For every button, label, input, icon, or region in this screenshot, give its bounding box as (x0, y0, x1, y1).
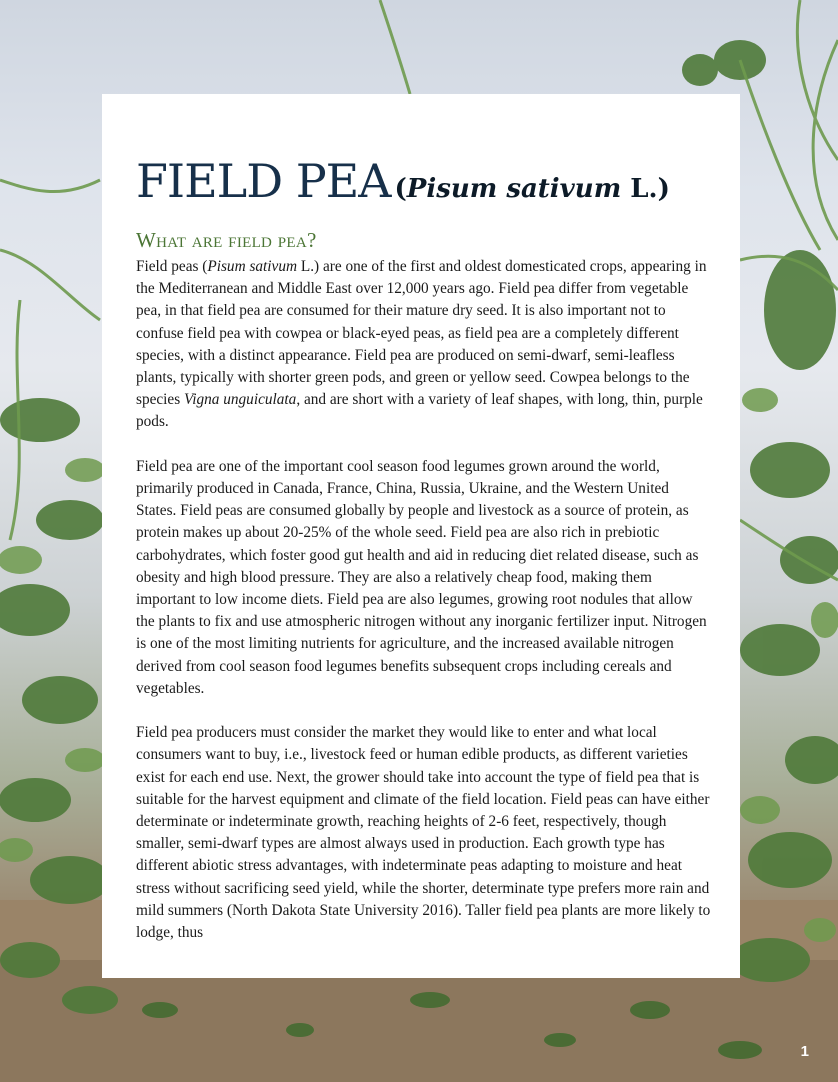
title-paren-open: ( (394, 174, 407, 204)
title-paren-close: ) (657, 174, 670, 204)
paragraph-2: Field pea are one of the important cool season food legumes grown around the world, primarily produced in Canada, France, China, Russia, Ukraine, and the Western United States. Field peas are consumed globally by people and livestock as a source of protein, as protein makes up about 20-25% of the whole seed. Field pea are also rich in prebiotic carbohydrates, which foster good gut health and aid in reducing diet related disease, such as obesity and high blood pressure. They are also a relatively cheap food, making them important to low income diets. Field pea are also legumes, growing root nodules that allow the plants to fix and use atmospheric nitrogen without any inorganic fertilizer input. Nitrogen is one of the most limiting nutrients for agriculture, and the increased available nitrogen derived from cool season food legumes benefits subsequent crops including cereals and vegetables. (136, 457, 707, 697)
content-card (102, 94, 740, 978)
paragraph-1-scientific-name-2: Vigna unguiculata (184, 391, 297, 409)
paragraph-1-part-a: Field peas ( (136, 258, 208, 275)
paragraph-1-scientific-name: Pisum sativum (207, 258, 298, 275)
title-scientific-name (394, 174, 669, 204)
paragraph-3: Field pea producers must consider the market they would like to enter and what local consumers want to buy, i.e., livestock feed or human edible products, as different varieties exist for each end use. Next, the grower should take into account the type of field pea that is suitable for the harvest equipment and climate of the field location. Field peas can have either determinate or indeterminate growth, reaching heights of 2-6 feet, respectively, though smaller, semi-dwarf types are almost always used in production. Each growth type has different abiotic stress advantages, with indeterminate peas adapting to moisture and heat stress without sacrificing seed yield, while the shorter, determinate type prefers more rain and mild summers (North Dakota State University 2016). Taller field pea plants are more likely to lodge, thus (136, 724, 711, 942)
title-genus-species: Pisum sativum (406, 174, 622, 204)
paragraph-1-part-c: , and are short with a variety of leaf shapes, with long, thin, purple pods. (136, 391, 703, 431)
section-heading: What are field pea? (136, 228, 317, 252)
title-authority: L. (621, 174, 658, 204)
page-number: 1 (800, 1043, 809, 1060)
paragraph-1-part-b: L.) are one of the first and oldest domesticated crops, appearing in the Mediterranean and Middle East over 12,000 years ago. Field pea differ from vegetable pea, in that field pea are consumed for their mature dry seed. It is also important not to confuse field pea with cowpea or black-eyed peas, as field pea are a completely different species, with a distinct appearance. Field pea are produced on semi-dwarf, semi-leafless plants, typically with shorter green pods, and green or yellow seed. Cowpea belongs to the species (136, 258, 707, 409)
paragraph-1 (136, 256, 712, 434)
page-title (136, 154, 712, 208)
title-main: FIELD PEA (136, 154, 391, 208)
